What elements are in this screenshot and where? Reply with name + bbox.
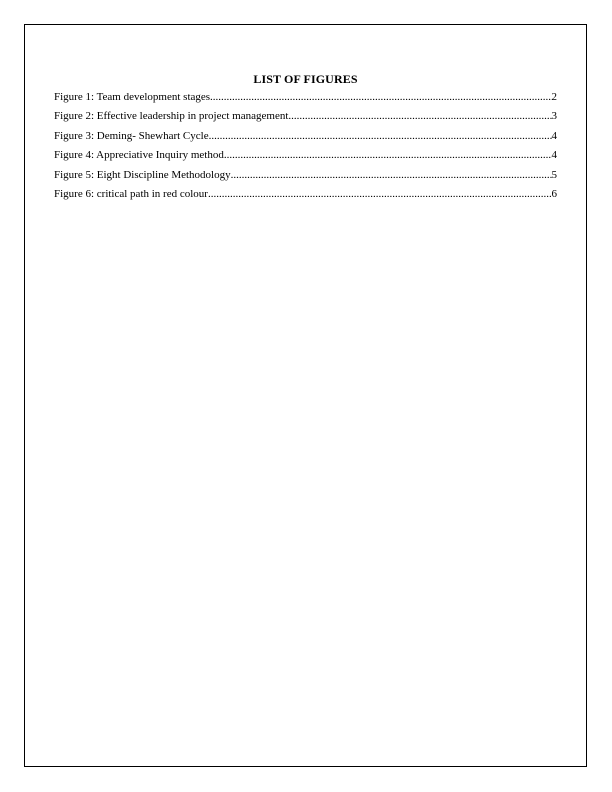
figure-entry-6[interactable] bbox=[54, 187, 557, 201]
figure-list bbox=[54, 90, 557, 201]
figure-entry-label: Figure 3: Deming- Shewhart Cycle bbox=[54, 129, 209, 142]
figure-entry-label: Figure 2: Effective leadership in project management bbox=[54, 110, 289, 123]
figure-entry-label: Figure 4: Appreciative Inquiry method bbox=[54, 149, 224, 162]
figure-entry-label: Figure 1: Team development stages bbox=[54, 91, 211, 103]
dot-leader bbox=[231, 168, 552, 182]
figure-entry-page: 6 bbox=[551, 187, 557, 200]
figure-entry-label: Figure 5: Eight Discipline Methodology bbox=[54, 168, 231, 181]
figure-entry-1[interactable] bbox=[54, 90, 557, 104]
dot-leader bbox=[209, 129, 552, 143]
figure-entry-page: 4 bbox=[551, 149, 557, 162]
dot-leader bbox=[288, 109, 551, 123]
figure-entry-page: 3 bbox=[551, 110, 557, 123]
dot-leader bbox=[210, 90, 551, 104]
figure-entry-page: 5 bbox=[551, 168, 557, 181]
list-of-figures bbox=[54, 72, 557, 206]
dot-leader bbox=[224, 148, 552, 162]
figure-entry-page: 2 bbox=[551, 91, 557, 103]
page-title: LIST OF FIGURES bbox=[253, 72, 358, 86]
figure-entry-3[interactable] bbox=[54, 129, 557, 143]
figure-entry-2[interactable] bbox=[54, 109, 557, 123]
figure-entry-label: Figure 6: critical path in red colour bbox=[54, 187, 208, 200]
figure-entry-4[interactable] bbox=[54, 148, 557, 162]
figure-entry-5[interactable] bbox=[54, 168, 557, 182]
dot-leader bbox=[208, 187, 552, 201]
figure-entry-page: 4 bbox=[551, 129, 557, 142]
